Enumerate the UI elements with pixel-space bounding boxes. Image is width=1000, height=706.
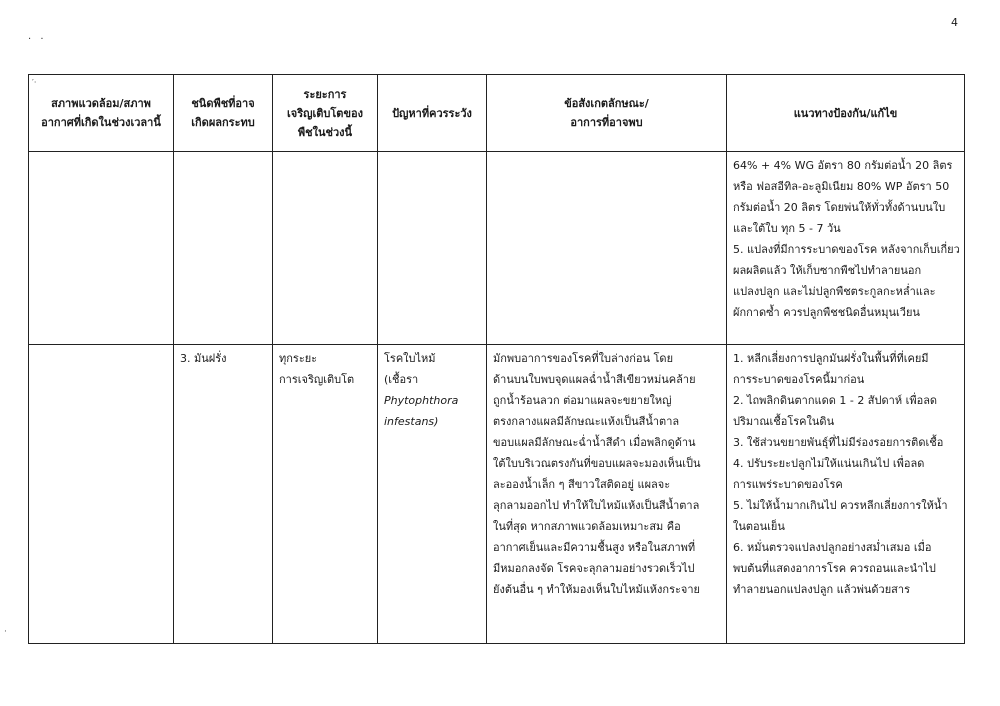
table-row bbox=[29, 152, 965, 345]
solution-line: ในตอนเย็น bbox=[733, 520, 785, 533]
header-affected-crop: ชนิดพืชที่อาจ เกิดผลกระทบ bbox=[174, 75, 273, 152]
solution-line: พบต้นที่แสดงอาการโรค ควรถอนและนำไป bbox=[733, 562, 936, 575]
solution-line: การระบาดของโรคนี้มาก่อน bbox=[733, 373, 865, 386]
scan-speck-marks: · · bbox=[28, 34, 47, 45]
header-growth-stage: ระยะการ เจริญเติบโตของ พืชในช่วงนี้ bbox=[273, 75, 378, 152]
pathogen-genus: Phytophthora bbox=[384, 394, 459, 407]
symptom-line: ลุกลามออกไป ทำให้ใบไหม้แห้งเป็นสีน้ำตาล bbox=[493, 499, 700, 512]
symptom-line: ในที่สุด หากสภาพแวดล้อมเหมาะสม คือ bbox=[493, 520, 681, 533]
cell-problem bbox=[378, 152, 487, 345]
header-problems: ปัญหาที่ควรระวัง bbox=[378, 75, 487, 152]
header-corner-mark: ′· bbox=[32, 78, 37, 87]
cell-stage bbox=[273, 345, 378, 644]
solution-line: 4. ปรับระยะปลูกไม่ให้แน่นเกินไป เพื่อลด bbox=[733, 457, 925, 470]
symptom-line: อากาศเย็นและมีความชื้นสูง หรือในสภาพที่ bbox=[493, 541, 696, 554]
solution-line: ผักกาดซ้ำ ควรปลูกพืชชนิดอื่นหมุนเวียน bbox=[733, 306, 920, 319]
cell-symptoms bbox=[487, 345, 727, 644]
solution-line: และใต้ใบ ทุก 5 - 7 วัน bbox=[733, 222, 841, 235]
symptom-line: ใต้ใบบริเวณตรงกันที่ขอบแผลจะมองเห็นเป็น bbox=[493, 457, 701, 470]
solution-line: 6. หมั่นตรวจแปลงปลูกอย่างสม่ำเสมอ เมื่อ bbox=[733, 541, 932, 554]
scan-left-speck: · bbox=[4, 627, 7, 637]
solution-line: การแพร่ระบาดของโรค bbox=[733, 478, 843, 491]
stage-line: การเจริญเติบโต bbox=[279, 373, 355, 386]
cell-environment bbox=[29, 345, 174, 644]
solution-line: 3. ใช้ส่วนขยายพันธุ์ที่ไม่มีร่องรอยการติดเชื้อ bbox=[733, 436, 944, 449]
solution-line: 5. แปลงที่มีการระบาดของโรค หลังจากเก็บเกี่ยว bbox=[733, 243, 960, 256]
symptom-line: ละอองน้ำเล็ก ๆ สีขาวใสติดอยู่ แผลจะ bbox=[493, 478, 671, 491]
cell-symptoms bbox=[487, 152, 727, 345]
cell-solutions bbox=[727, 152, 965, 345]
symptom-line: มีหมอกลงจัด โรคจะลุกลามอย่างรวดเร็วไป bbox=[493, 562, 695, 575]
symptom-line: ขอบแผลมีลักษณะฉ่ำน้ำสีดำ เมื่อพลิกดูด้าน bbox=[493, 436, 696, 449]
stage-line: ทุกระยะ bbox=[279, 352, 318, 365]
solution-line: ผลผลิตแล้ว ให้เก็บซากพืชไปทำลายนอก bbox=[733, 264, 922, 277]
solution-line: หรือ ฟอสอีทิล-อะลูมิเนียม 80% WP อัตรา 50 bbox=[733, 180, 950, 193]
cell-solutions bbox=[727, 345, 965, 644]
cell-problem bbox=[378, 345, 487, 644]
table-row bbox=[29, 345, 965, 644]
table-header-row bbox=[29, 75, 965, 152]
solution-line: ปริมาณเชื้อโรคในดิน bbox=[733, 415, 835, 428]
solution-line: ทำลายนอกแปลงปลูก แล้วพ่นด้วยสาร bbox=[733, 583, 910, 596]
cell-environment bbox=[29, 152, 174, 345]
solution-line: กรัมต่อน้ำ 20 ลิตร โดยพ่นให้ทั่วทั้งด้านบนใบ bbox=[733, 201, 946, 214]
header-symptoms: ข้อสังเกตลักษณะ/ อาการที่อาจพบ bbox=[487, 75, 727, 152]
header-environment: สภาพแวดล้อม/สภาพ อากาศที่เกิดในช่วงเวลานี้ bbox=[29, 75, 174, 152]
solution-line: 64% + 4% WG อัตรา 80 กรัมต่อน้ำ 20 ลิตร bbox=[733, 159, 953, 172]
symptom-line: ยังต้นอื่น ๆ ทำให้มองเห็นใบไหม้แห้งกระจาย bbox=[493, 583, 700, 596]
page-number: 4 bbox=[951, 16, 958, 29]
header-solutions: แนวทางป้องกัน/แก้ไข bbox=[727, 75, 965, 152]
symptom-line: ถูกน้ำร้อนลวก ต่อมาแผลจะขยายใหญ่ bbox=[493, 394, 672, 407]
pathogen-species: infestans) bbox=[384, 415, 439, 428]
solution-line: แปลงปลูก และไม่ปลูกพืชตระกูลกะหล่ำและ bbox=[733, 285, 936, 298]
solution-line: 2. ไถพลิกดินตากแดด 1 - 2 สัปดาห์ เพื่อลด bbox=[733, 394, 938, 407]
crop-name: 3. มันฝรั่ง bbox=[180, 352, 227, 365]
symptom-line: มักพบอาการของโรคที่ใบล่างก่อน โดย bbox=[493, 352, 674, 365]
symptom-line: ด้านบนใบพบจุดแผลฉ่ำน้ำสีเขียวหม่นคล้าย bbox=[493, 373, 696, 386]
cell-crop bbox=[174, 345, 273, 644]
cell-crop bbox=[174, 152, 273, 345]
solution-line: 5. ไม่ให้น้ำมากเกินไป ควรหลีกเลี่ยงการให้น้ำ bbox=[733, 499, 948, 512]
symptom-line: ตรงกลางแผลมีลักษณะแห้งเป็นสีน้ำตาล bbox=[493, 415, 680, 428]
solution-line: 1. หลีกเลี่ยงการปลูกมันฝรั่งในพื้นที่ที่เคยมี bbox=[733, 352, 929, 365]
plant-problem-table bbox=[28, 74, 965, 644]
problem-line: โรคใบไหม้ bbox=[384, 352, 436, 365]
problem-line: (เชื้อรา bbox=[384, 373, 419, 386]
cell-stage bbox=[273, 152, 378, 345]
